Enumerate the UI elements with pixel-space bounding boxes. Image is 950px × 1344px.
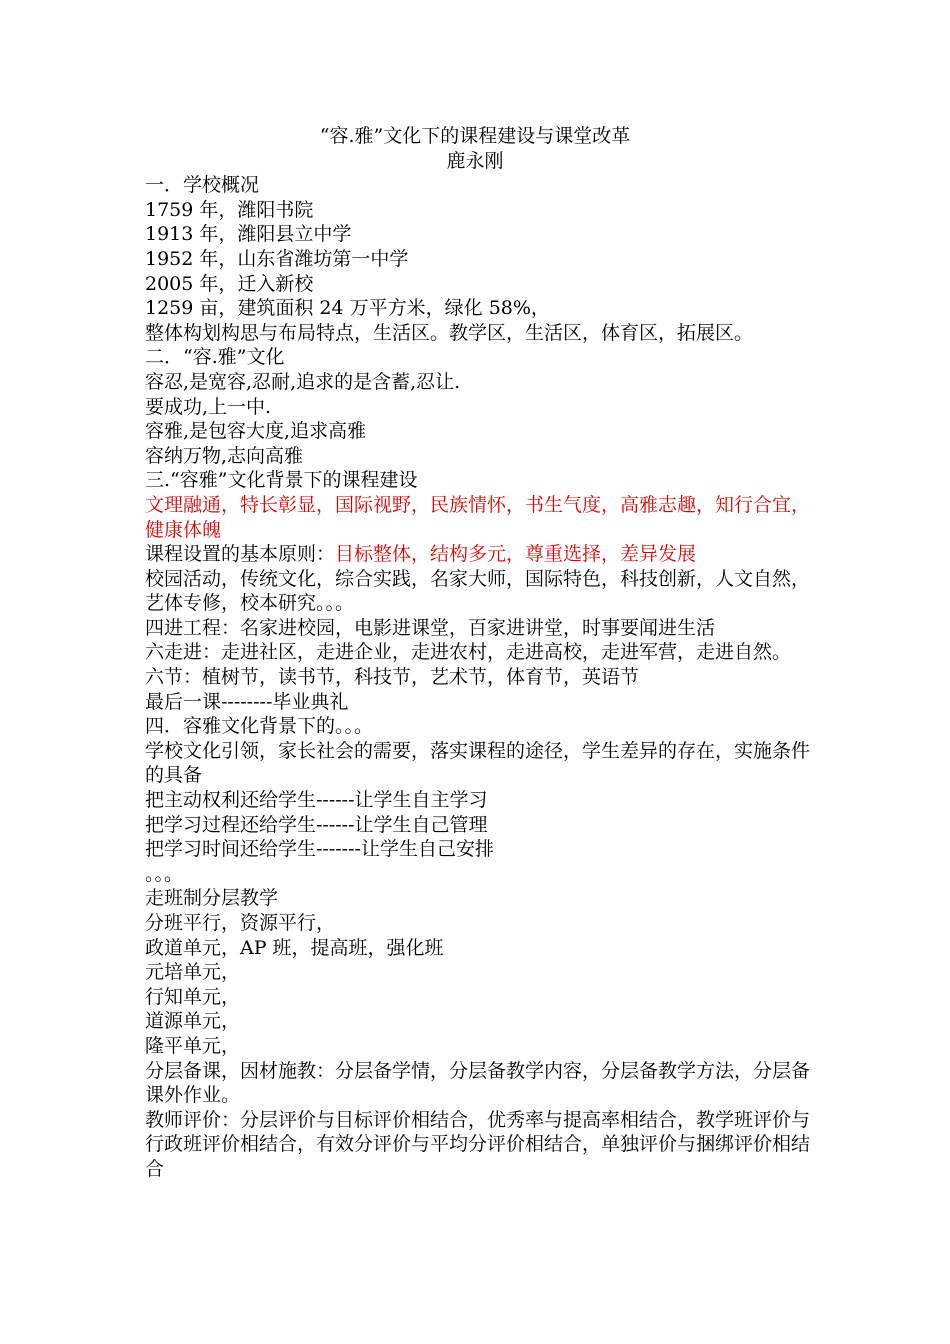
campus-layout-line: 整体构划构思与布局特点，生活区。教学区，生活区，体育区，拓展区。: [145, 321, 754, 344]
return-line-2: 把学习过程还给学生------让学生自己管理: [145, 813, 488, 836]
section-3-heading: 三.“容雅”文化背景下的课程建设: [145, 469, 418, 492]
festivals-line: 六节：植树节，读书节，科技节，艺术节，体育节，英语节: [145, 666, 640, 689]
ellipsis-line: 。。。: [145, 862, 184, 885]
unit-xingzhi-line: 行知单元，: [145, 985, 241, 1008]
unit-longping-line: 隆平单元，: [145, 1034, 241, 1057]
four-entries-line: 四进工程：名家进校园，电影进课堂，百家进讲堂，时事要闻进生活: [145, 616, 716, 639]
culture-line-1: 容忍,是宽容,忍耐,追求的是含蓄,忍让.: [145, 370, 461, 393]
unit-zhengdao-line: 政道单元，AP 班，提高班，强化班: [145, 936, 444, 959]
last-lesson-line: 最后一课--------毕业典礼: [145, 690, 349, 713]
culture-line-4: 容纳万物,志向高雅: [145, 444, 304, 467]
layered-preparation-paragraph: 分层备课，因材施教：分层备学情，分层备教学内容，分层备教学方法，分层备课外作业。: [145, 1059, 811, 1107]
curriculum-goals-paragraph: 文理融通，特长彰显，国际视野，民族情怀，书生气度，高雅志趣，知行合宜，健康体魄: [145, 493, 811, 541]
activities-paragraph: 校园活动，传统文化，综合实践，名家大师，国际特色，科技创新，人文自然，艺体专修，校本研究。。。: [145, 567, 811, 615]
section-1-heading: 一．学校概况: [145, 174, 260, 197]
principle-value: 目标整体，结构多元，尊重选择，差异发展: [335, 543, 697, 566]
culture-line-2: 要成功,上一中.: [145, 395, 272, 418]
history-line-1759: 1759 年，潍阳书院: [145, 198, 314, 221]
history-line-1913: 1913 年，潍阳县立中学: [145, 223, 352, 246]
reasons-paragraph: 学校文化引领，家长社会的需要，落实课程的途径，学生差异的存在，实施条件的具备: [145, 739, 811, 787]
principle-label: 课程设置的基本原则：: [145, 543, 336, 566]
unit-daoyuan-line: 道源单元，: [145, 1010, 241, 1033]
unit-yuanpei-line: 元培单元，: [145, 961, 241, 984]
return-line-1: 把主动权利还给学生------让学生自主学习: [145, 789, 488, 812]
document-author: 鹿永刚: [446, 149, 504, 172]
campus-area-line: 1259 亩，建筑面积 24 万平方米，绿化 58%，: [145, 297, 550, 320]
history-line-1952: 1952 年，山东省潍坊第一中学: [145, 247, 409, 270]
teacher-evaluation-paragraph: 教师评价：分层评价与目标评价相结合，优秀率与提高率相结合，教学班评价与行政班评价相结合，有效分评价与平均分评价相结合，单独评价与捆绑评价相结合: [145, 1108, 811, 1180]
layered-teaching-line: 走班制分层教学: [145, 887, 279, 910]
parallel-classes-line: 分班平行，资源平行，: [145, 912, 336, 934]
history-line-2005: 2005 年，迁入新校: [145, 272, 314, 295]
document-title: “容.雅”文化下的课程建设与课堂改革: [319, 125, 631, 147]
return-line-3: 把学习时间还给学生-------让学生自己安排: [145, 838, 494, 861]
document-body: [145, 124, 815, 1182]
curriculum-principle-line: [145, 542, 815, 567]
culture-line-3: 容雅,是包容大度,追求高雅: [145, 420, 367, 443]
section-4-heading: 四．容雅文化背景下的。。。: [145, 715, 374, 738]
six-visits-paragraph: 六走进：走进社区，走进企业，走进农村，走进高校，走进军营，走进自然。: [145, 641, 792, 664]
section-2-heading: 二．“容.雅”文化: [145, 346, 285, 369]
